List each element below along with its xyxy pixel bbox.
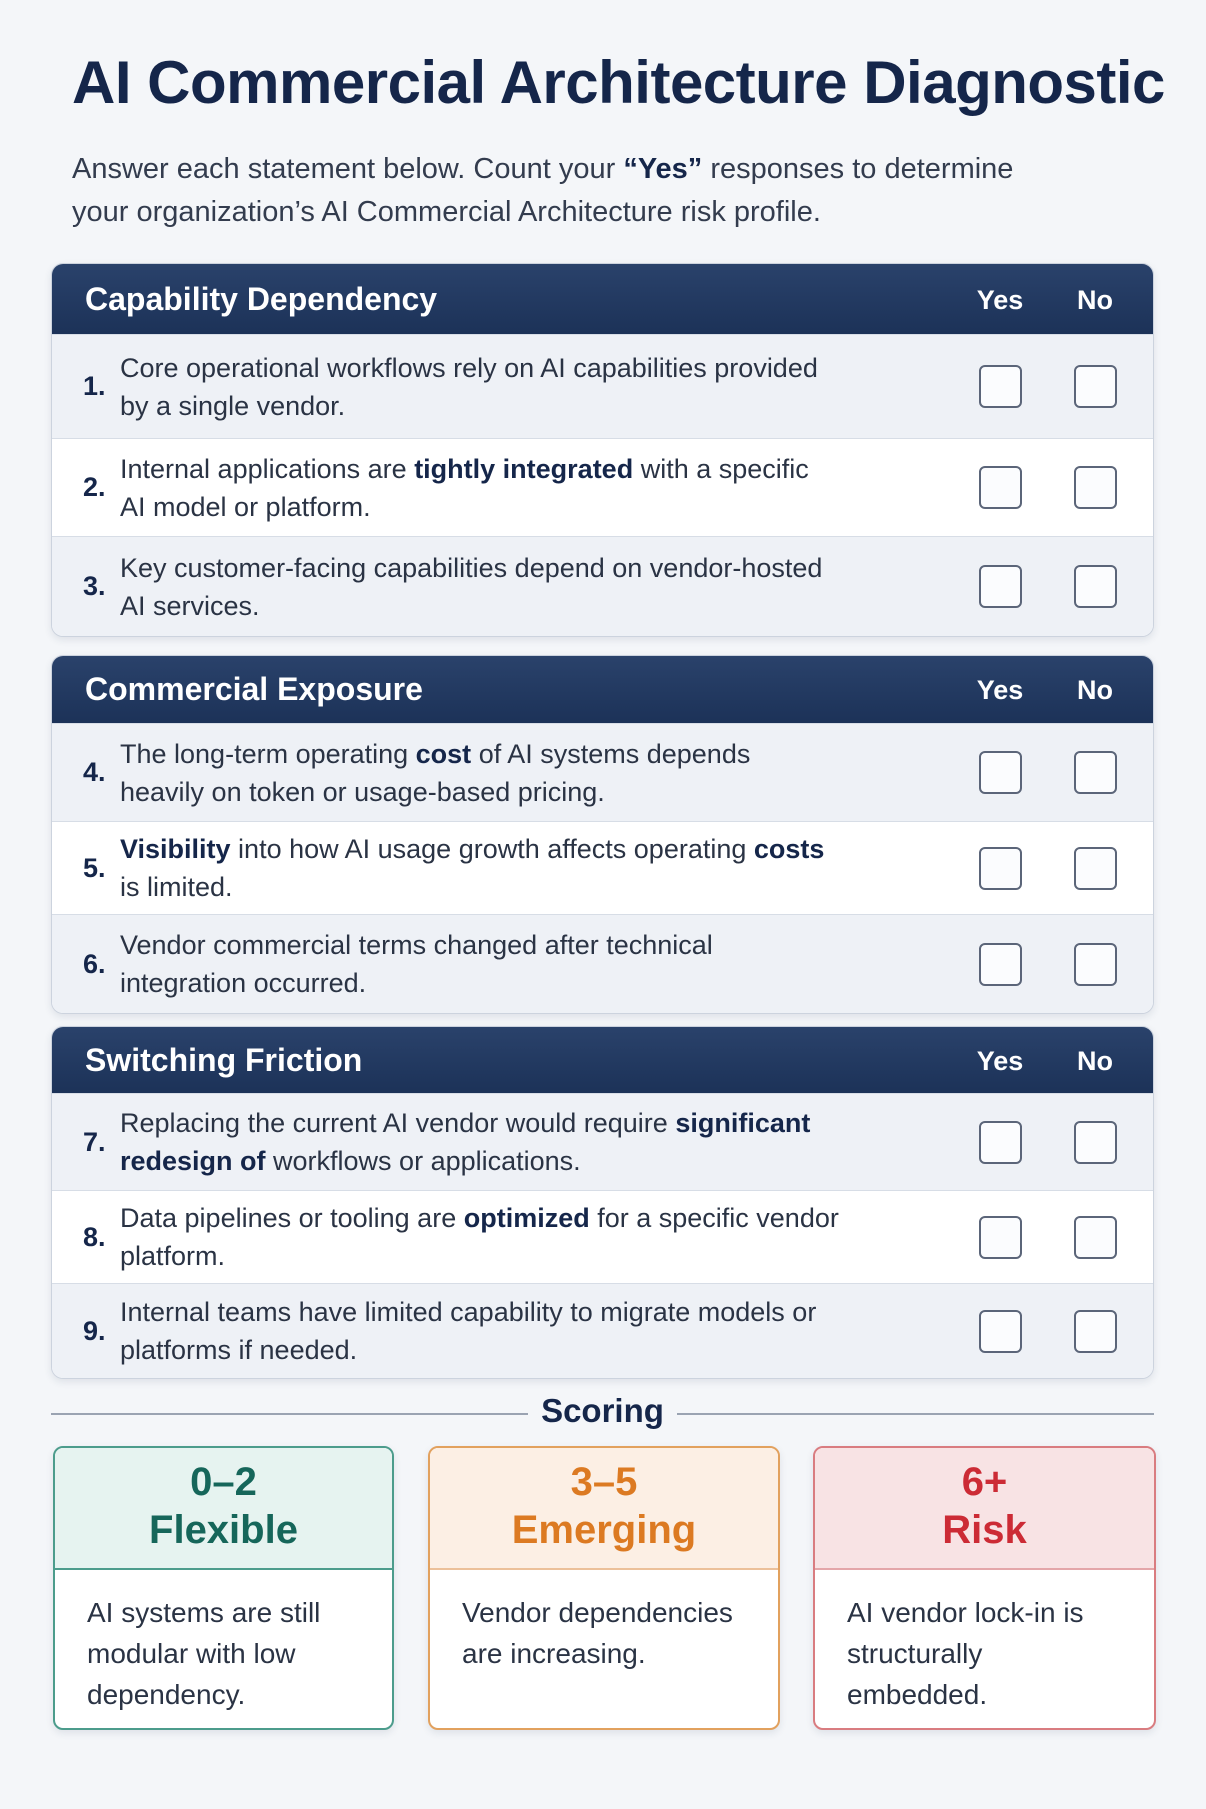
score-card-risk [813, 1446, 1156, 1730]
section-switching-friction [51, 1026, 1154, 1379]
section-title: Commercial Exposure [85, 671, 423, 707]
question-number: 4. [83, 757, 106, 787]
yes-checkbox-3[interactable] [979, 565, 1022, 608]
question-text: Replacing the current AI vendor would require significant redesign of workflows or applications. [120, 1108, 811, 1176]
score-card-emerging [428, 1446, 780, 1730]
question-row-3 [52, 536, 1153, 636]
score-level: Flexible [149, 1508, 298, 1552]
yes-checkbox-1[interactable] [979, 365, 1022, 408]
no-checkbox-8[interactable] [1074, 1216, 1117, 1259]
no-checkbox-9[interactable] [1074, 1310, 1117, 1353]
question-number: 5. [83, 852, 106, 883]
question-number: 9. [83, 1315, 106, 1346]
no-checkbox-2[interactable] [1074, 466, 1117, 509]
score-card-flexible [53, 1446, 394, 1730]
section-header [52, 264, 1153, 334]
no-checkbox-5[interactable] [1074, 847, 1117, 890]
question-row-9 [52, 1283, 1153, 1378]
section-capability-dependency [51, 263, 1154, 637]
score-card-header [55, 1448, 392, 1570]
question-row-4 [52, 723, 1153, 821]
yes-checkbox-7[interactable] [979, 1121, 1022, 1164]
yes-checkbox-5[interactable] [979, 847, 1022, 890]
no-column-header: No [1077, 675, 1113, 705]
no-checkbox-3[interactable] [1074, 565, 1117, 608]
question-text: Core operational workflows rely on AI capabilities provided by a single vendor. [120, 352, 818, 421]
question-number: 3. [83, 571, 106, 601]
question-text: Data pipelines or tooling are optimized for a specific vendor platform. [120, 1203, 839, 1271]
yes-column-header: Yes [976, 675, 1024, 705]
yes-checkbox-9[interactable] [979, 1310, 1022, 1353]
yes-column-header: Yes [976, 285, 1024, 315]
question-text: Visibility into how AI usage growth affects operating costs is limited. [120, 834, 825, 902]
subtitle-emphasis: “Yes” [623, 153, 703, 185]
no-checkbox-1[interactable] [1074, 365, 1117, 408]
question-text: Internal teams have limited capability to migrate models or platforms if needed. [120, 1297, 817, 1365]
section-title: Switching Friction [85, 1041, 363, 1078]
score-range: 6+ [961, 1460, 1008, 1504]
scoring-divider-left [51, 1413, 528, 1415]
question-text: The long-term operating cost of AI systems depends heavily on token or usage-based pricing. [120, 738, 751, 807]
question-text: Internal applications are tightly integrated with a specific AI model or platform. [120, 453, 809, 522]
question-number: 2. [83, 472, 106, 502]
score-description: AI systems are still modular with low dependency. [87, 1597, 321, 1710]
question-number: 1. [83, 371, 106, 401]
section-header [52, 1027, 1153, 1093]
question-row-1 [52, 334, 1153, 438]
section-header [52, 656, 1153, 723]
section-commercial-exposure [51, 655, 1154, 1014]
score-range: 0–2 [190, 1460, 257, 1504]
no-column-header: No [1077, 285, 1113, 315]
subtitle-text-end: responses to determine your organization’s AI Commercial Architecture risk profile. [72, 153, 1014, 228]
subtitle-text: Answer each statement below. Count your [72, 153, 624, 185]
question-number: 6. [83, 948, 106, 979]
scoring-divider-right [677, 1413, 1154, 1415]
question-row-6 [52, 914, 1153, 1013]
yes-checkbox-6[interactable] [979, 943, 1022, 986]
no-checkbox-6[interactable] [1074, 943, 1117, 986]
yes-column-header: Yes [976, 1046, 1024, 1076]
question-row-7 [52, 1093, 1153, 1190]
score-card-header [815, 1448, 1154, 1570]
score-card-header [430, 1448, 778, 1570]
score-level: Emerging [511, 1508, 697, 1552]
no-checkbox-4[interactable] [1074, 751, 1117, 794]
score-description: Vendor dependencies are increasing. [462, 1597, 733, 1669]
question-row-2 [52, 438, 1153, 536]
question-text: Key customer-facing capabilities depend on vendor-hosted AI services. [120, 552, 823, 621]
score-description: AI vendor lock-in is structurally embedded. [847, 1597, 1084, 1710]
score-range: 3–5 [570, 1460, 638, 1504]
no-checkbox-7[interactable] [1074, 1121, 1117, 1164]
page-title: AI Commercial Architecture Diagnostic [72, 49, 1165, 116]
scoring-label: Scoring [541, 1392, 664, 1429]
no-column-header: No [1077, 1046, 1113, 1076]
yes-checkbox-2[interactable] [979, 466, 1022, 509]
section-title: Capability Dependency [85, 280, 438, 317]
page-subtitle [72, 148, 1032, 234]
question-row-8 [52, 1190, 1153, 1283]
score-level: Risk [942, 1508, 1027, 1552]
yes-checkbox-8[interactable] [979, 1216, 1022, 1259]
question-row-5 [52, 821, 1153, 914]
yes-checkbox-4[interactable] [979, 751, 1022, 794]
question-number: 7. [83, 1126, 106, 1157]
question-number: 8. [83, 1221, 106, 1252]
question-text: Vendor commercial terms changed after technical integration occurred. [120, 930, 713, 998]
